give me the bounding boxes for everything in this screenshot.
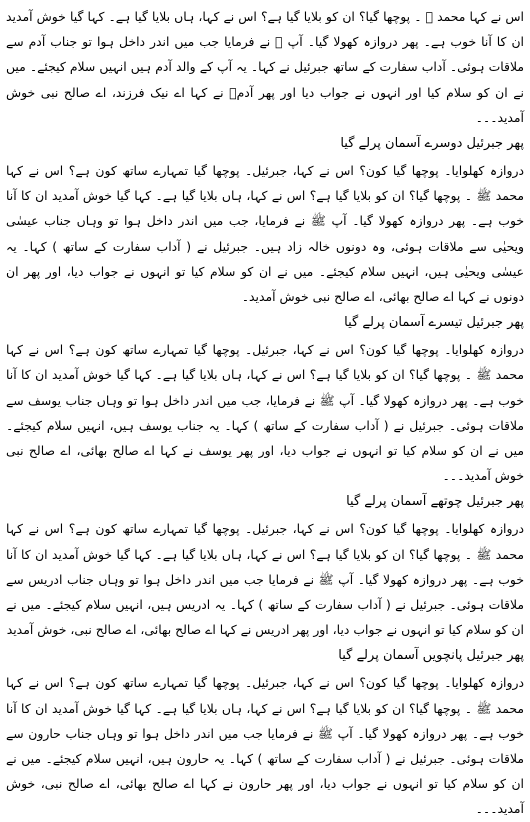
paragraph-first-heaven: اس نے کہا محمد ﷺ ۔ پوچھا گیا؟ ان کو بلایا گیا ہے؟ اس نے کہا، ہاں بلایا گیا ہے۔ کہا گیا خوش آمدید ان کا آنا خوب ہے۔ پھر دروازہ کھولا گیا۔ آپ ﷺ نے فرمایا جب میں اندر داخل ہوا تو جناب آدم سے ملاقات ہوئی۔ آداب سفارت کے ساتھ جبرئیل نے کہا۔ یہ آپ کے والد آدم ہیں انہیں سلام کیجئے۔ میں نے ان کو سلام کیا اور انہوں نے جواب دیا اور پھر آدمؑ نے کہا اے نیک فرزند، اے صالح نبی خوش آمدید۔۔۔ [6,9,524,125]
paragraph-second-heaven: دروازہ کھلوایا۔ پوچھا گیا کون؟ اس نے کہا، جبرئیل۔ پوچھا گیا تمہارے ساتھ کون ہے؟ اس نے کہا محمد ﷺ ۔ پوچھا گیا؟ ان کو بلایا گیا ہے؟ اس نے کہا، ہاں بلایا گیا ہے۔ کہا گیا خوش آمدید ان کا آنا خوب ہے۔ پھر دروازہ کھولا گیا۔ آپ ﷺ نے فرمایا، جب میں اندر داخل ہوا تو وہاں جناب عیسٰی ویحیٰی سے ملاقات ہوئی، وہ دونوں خالہ زاد ہیں۔ جبرئیل نے ( آداب سفارت کے ساتھ ) کہا۔ یہ عیسٰی ویحیٰی ہیں، انہیں سلام کیجئے۔ میں نے ان کو سلام کیا تو انہوں نے جواب دیا، اور پھر ان دونوں نے کہا اے صالح بھائی، اے صالح نبی خوش آمدید۔ [6,163,524,305]
paragraph-third-heaven: دروازہ کھلوایا۔ پوچھا گیا کون؟ اس نے کہا، جبرئیل۔ پوچھا گیا تمہارے ساتھ کون ہے؟ اس نے کہا محمد ﷺ ۔ پوچھا گیا؟ ان کو بلایا گیا ہے؟ اس نے کہا، ہاں بلایا گیا ہے۔ کہا گیا خوش آمدید ان کا آنا خوب ہے۔ پھر دروازہ کھولا گیا۔ آپ ﷺ نے فرمایا، جب میں اندر داخل ہوا تو وہاں جناب یوسف سے ملاقات ہوئی۔ جبرئیل نے ( آداب سفارت کے ساتھ ) کہا۔ یہ جناب یوسف ہیں، انہیں سلام کیجئے۔ میں نے ان کو سلام کیا تو انہوں نے جواب دیا، اور پھر یوسف نے کہا اے صالح بھائی، اے صالح نبی خوش آمدید۔۔۔ [6,342,524,484]
paragraph-fifth-heaven: دروازہ کھلوایا۔ پوچھا گیا کون؟ اس نے کہا، جبرئیل۔ پوچھا گیا تمہارے ساتھ کون ہے؟ اس نے کہا محمد ﷺ ۔ پوچھا گیا؟ ان کو بلایا گیا ہے؟ اس نے کہا، ہاں بلایا گیا ہے۔ کہا گیا خوش آمدید ان کا آنا خوب ہے۔ پھر دروازہ کھولا گیا۔ آپ ﷺ نے فرمایا جب میں اندر داخل ہوا تو وہاں جناب حارون سے ملاقات ہوئی۔ جبرئیل نے ( آداب سفارت کے ساتھ ) کہا۔ یہ حارون ہیں، انہیں سلام کیجئے۔ میں نے ان کو سلام کیا تو انہوں نے جواب دیا، اور پھر حارون نے کہا اے صالح بھائی، اے صالح نبی، خوش آمدید۔۔۔ [6,675,524,817]
heading-second-heaven: پھر جبرئیل دوسرے آسمان پرلے گیا [340,136,524,152]
heading-fifth-heaven: پھر جبرئیل پانچویں آسمان پرلے گیا [338,648,524,664]
heading-fourth-heaven: پھر جبرئیل چوتھے آسمان پرلے گیا [346,494,524,510]
heading-third-heaven: پھر جبرئیل تیسرے آسمان پرلے گیا [344,315,524,331]
paragraph-fourth-heaven: دروازہ کھلوایا۔ پوچھا گیا کون؟ اس نے کہا، جبرئیل۔ پوچھا گیا تمہارے ساتھ کون ہے؟ اس نے کہا محمد ﷺ ۔ پوچھا گیا؟ ان کو بلایا گیا ہے؟ اس نے کہا، ہاں بلایا گیا ہے۔ کہا گیا خوش آمدید ان کا آنا خوب ہے۔ پھر دروازہ کھولا گیا۔ آپ ﷺ نے فرمایا جب میں اندر داخل ہوا تو وہاں جناب ادریس سے ملاقات ہوئی۔ جبرئیل نے ( آداب سفارت کے ساتھ ) کہا۔ یہ ادریس ہیں، انہیں سلام کیجئے۔ میں نے ان کو سلام کیا تو انہوں نے جواب دیا، اور پھر ادریس نے کہا اے صالح بھائی، اے صالح نبی، خوش آمدید [6,521,524,638]
